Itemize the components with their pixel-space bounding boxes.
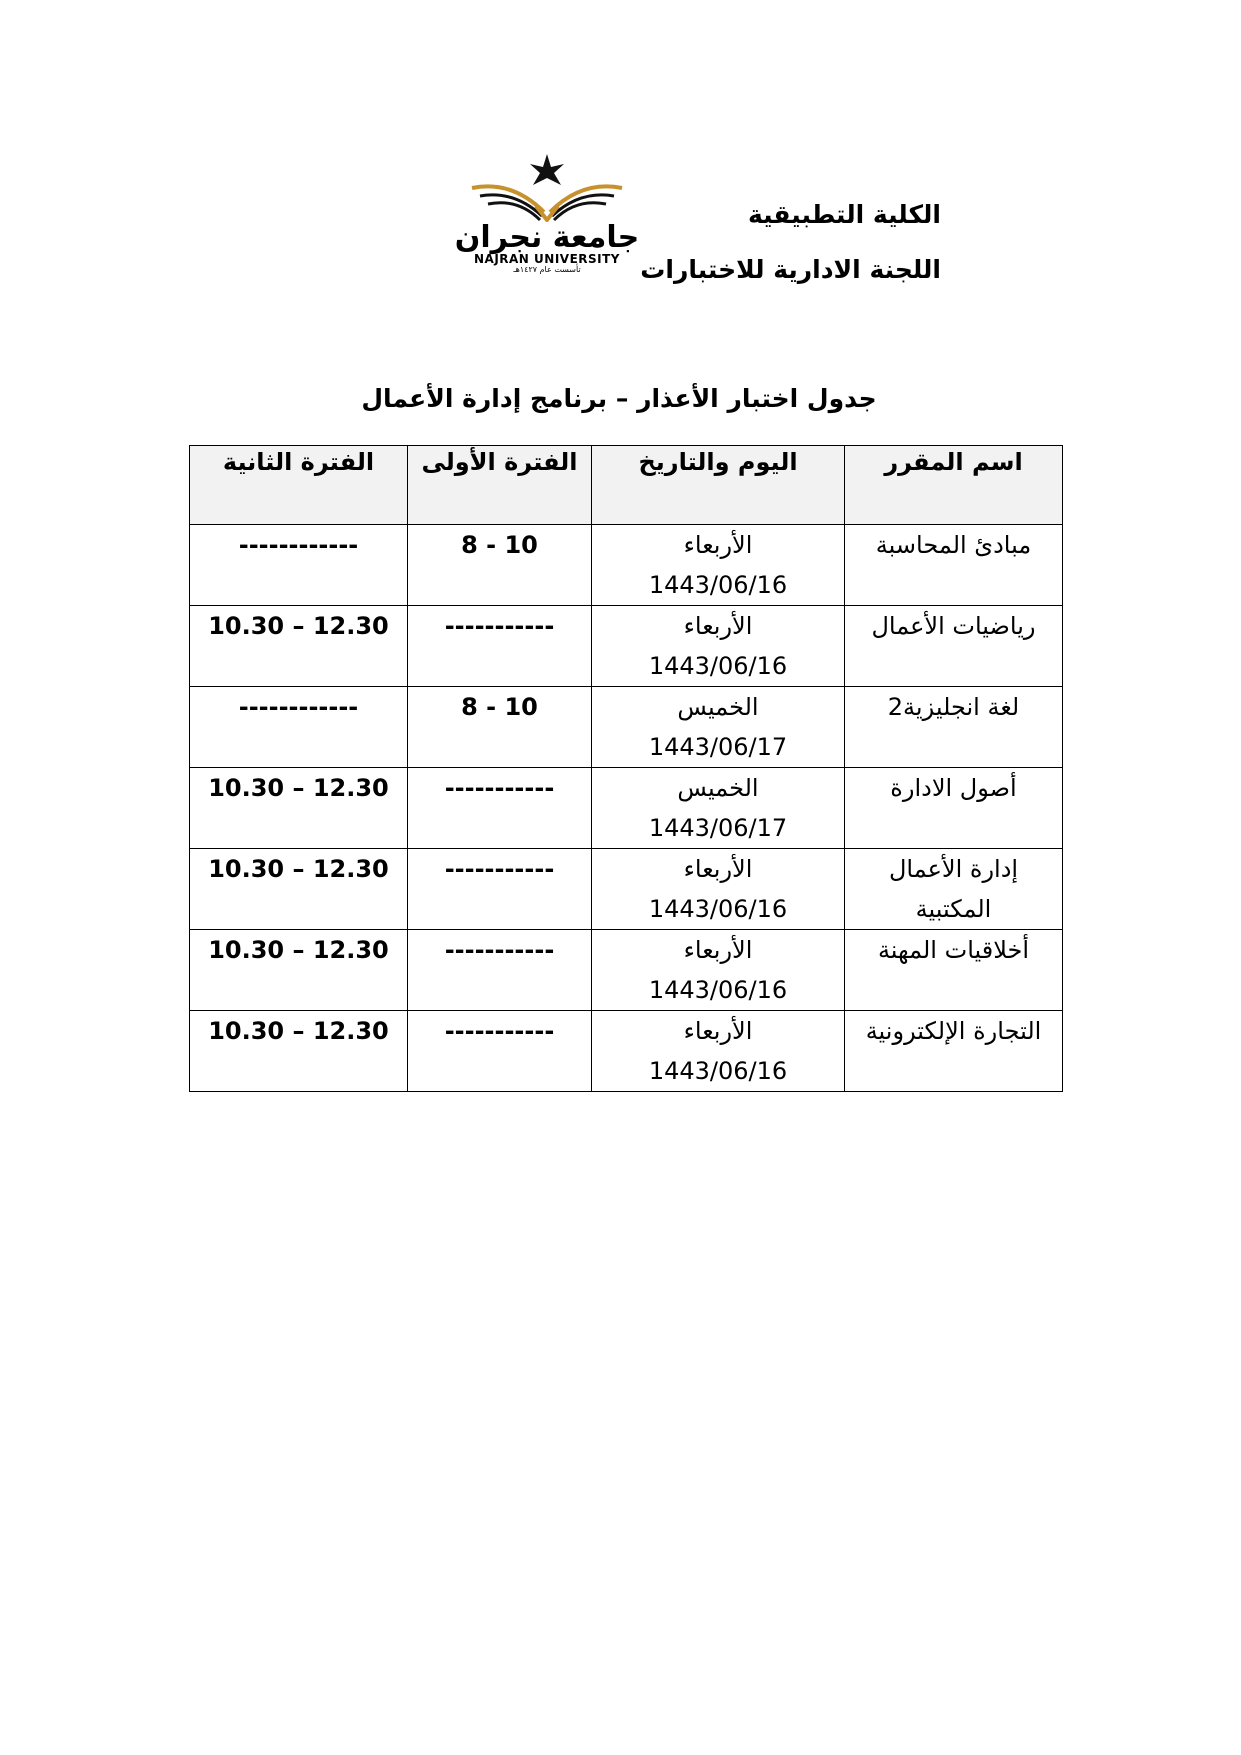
header-first-period: الفترة الأولى — [408, 446, 592, 525]
table-row — [190, 768, 1063, 849]
day-date-cell — [592, 1011, 845, 1092]
table-row — [190, 687, 1063, 768]
first-period-cell — [408, 525, 592, 606]
day-text: الأربعاء — [683, 936, 753, 964]
second-period-cell — [190, 606, 408, 687]
second-period-cell — [190, 525, 408, 606]
date-text: 1443/06/16 — [648, 1057, 788, 1085]
header-second-period: الفترة الثانية — [190, 446, 408, 525]
first-period-text: ----------- — [444, 612, 555, 640]
day-date-cell — [592, 930, 845, 1011]
first-period-text: ----------- — [444, 855, 555, 883]
table-row — [190, 1011, 1063, 1092]
second-period-text: 10.30 – 12.30 — [208, 612, 389, 640]
second-period-cell — [190, 849, 408, 930]
day-date-cell — [592, 687, 845, 768]
second-period-cell — [190, 768, 408, 849]
college-name: الكلية التطبيقية — [747, 200, 941, 229]
second-period-cell — [190, 1011, 408, 1092]
header-course: اسم المقرر — [845, 446, 1063, 525]
logo-english-name: NAJRAN UNIVERSITY — [473, 252, 620, 266]
logo-founded-text: تأسست عام ١٤٢٧هـ — [513, 265, 581, 274]
date-text: 1443/06/16 — [648, 895, 788, 923]
date-text: 1443/06/17 — [648, 733, 788, 761]
exam-schedule-table — [189, 445, 1063, 1092]
committee-name: اللجنة الادارية للاختبارات — [640, 255, 941, 284]
table-row — [190, 849, 1063, 930]
day-text: الأربعاء — [683, 531, 753, 559]
course-cell: إدارة الأعمال المكتبية — [845, 849, 1063, 930]
date-text: 1443/06/16 — [648, 976, 788, 1004]
day-date-cell — [592, 606, 845, 687]
day-date-cell — [592, 849, 845, 930]
date-text: 1443/06/16 — [648, 571, 788, 599]
second-period-text: ------------ — [238, 531, 359, 559]
first-period-text: ----------- — [444, 774, 555, 802]
course-cell: أصول الادارة — [845, 768, 1063, 849]
course-cell: مبادئ المحاسبة — [845, 525, 1063, 606]
first-period-text: ----------- — [444, 936, 555, 964]
first-period-text: 8 - 10 — [461, 531, 538, 559]
palm-wheat-emblem-icon — [452, 150, 642, 222]
day-text: الخميس — [677, 774, 759, 802]
page-title: جدول اختبار الأعذار – برنامج إدارة الأعمال — [361, 384, 877, 413]
header-day-date: اليوم والتاريخ — [592, 446, 845, 525]
first-period-text: ----------- — [444, 1017, 555, 1045]
second-period-text: 10.30 – 12.30 — [208, 855, 389, 883]
second-period-text: ------------ — [238, 693, 359, 721]
date-text: 1443/06/16 — [648, 652, 788, 680]
first-period-cell — [408, 768, 592, 849]
table-row — [190, 606, 1063, 687]
course-cell: التجارة الإلكترونية — [845, 1011, 1063, 1092]
first-period-text: 8 - 10 — [461, 693, 538, 721]
first-period-cell — [408, 606, 592, 687]
first-period-cell — [408, 849, 592, 930]
day-text: الأربعاء — [683, 1017, 753, 1045]
second-period-text: 10.30 – 12.30 — [208, 936, 389, 964]
second-period-cell — [190, 930, 408, 1011]
table-header-row — [190, 446, 1063, 525]
second-period-text: 10.30 – 12.30 — [208, 774, 389, 802]
day-date-cell — [592, 525, 845, 606]
university-logo — [452, 150, 642, 274]
course-cell: أخلاقيات المهنة — [845, 930, 1063, 1011]
day-text: الخميس — [677, 693, 759, 721]
logo-arabic-name: جامعة نجران — [454, 220, 640, 255]
day-text: الأربعاء — [683, 612, 753, 640]
second-period-cell — [190, 687, 408, 768]
first-period-cell — [408, 930, 592, 1011]
table-row — [190, 525, 1063, 606]
course-cell: رياضيات الأعمال — [845, 606, 1063, 687]
course-cell: لغة انجليزية2 — [845, 687, 1063, 768]
day-text: الأربعاء — [683, 855, 753, 883]
day-date-cell — [592, 768, 845, 849]
second-period-text: 10.30 – 12.30 — [208, 1017, 389, 1045]
table-row — [190, 930, 1063, 1011]
first-period-cell — [408, 1011, 592, 1092]
date-text: 1443/06/17 — [648, 814, 788, 842]
first-period-cell — [408, 687, 592, 768]
